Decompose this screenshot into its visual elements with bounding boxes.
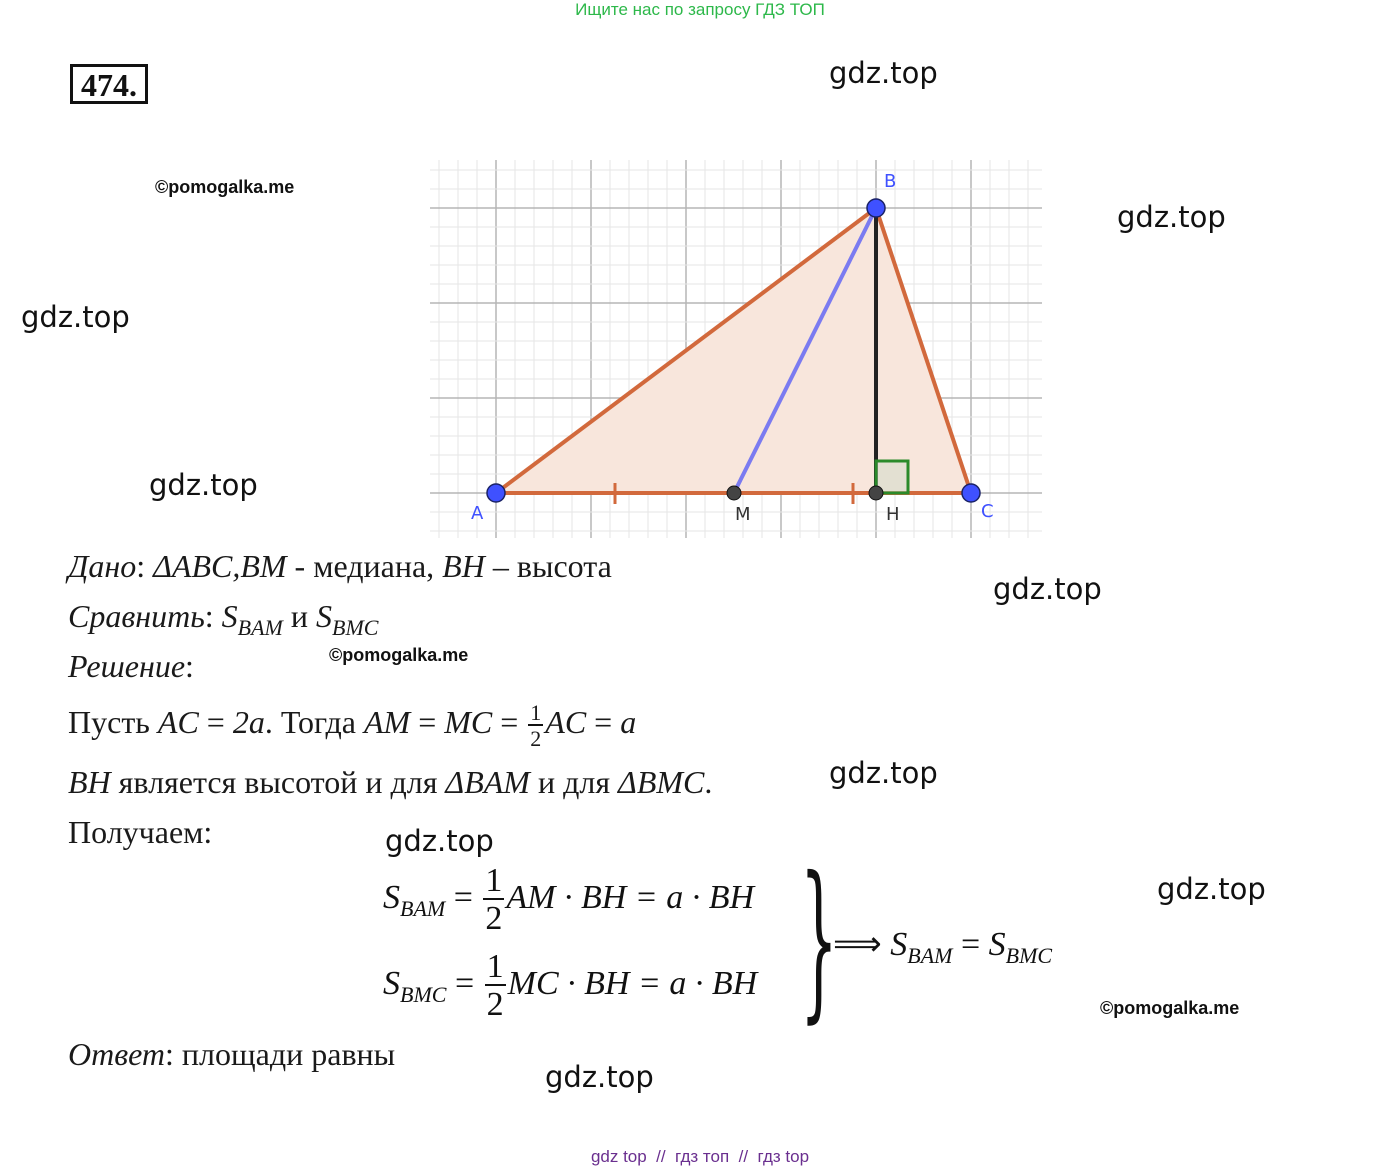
and-text: и xyxy=(282,598,316,634)
fraction-half xyxy=(483,864,504,936)
s-symbol: S xyxy=(221,598,238,634)
label-c: C xyxy=(981,501,994,522)
denominator: 2 xyxy=(485,900,503,937)
top-banner[interactable]: Ищите нас по запросу ГДЗ ТОП xyxy=(575,0,825,19)
point-h xyxy=(869,486,883,500)
colon: : xyxy=(165,1036,182,1072)
equals: = xyxy=(952,926,989,963)
bh-symbol: BH xyxy=(442,548,485,584)
mc-symbol: MC xyxy=(444,704,493,740)
compare-label: Сравнить xyxy=(68,598,205,634)
am-symbol: AM xyxy=(363,704,411,740)
watermark-gdz: gdz.top xyxy=(829,56,938,90)
answer-text: площади равны xyxy=(181,1036,396,1072)
watermark-gdz: gdz.top xyxy=(1117,200,1226,234)
height-line xyxy=(68,764,712,801)
right-brace: } xyxy=(800,841,838,1039)
and-text: и для xyxy=(529,764,619,800)
answer-label: Ответ xyxy=(68,1036,165,1072)
s-symbol: S xyxy=(383,878,400,916)
watermark-gdz: gdz.top xyxy=(21,300,130,334)
equals: = xyxy=(586,704,621,740)
solution-label: Решение xyxy=(68,648,186,684)
formula-row-2 xyxy=(383,950,757,1022)
triangle-figure xyxy=(430,160,1042,538)
sub-bmc: BMC xyxy=(332,615,379,640)
ac-symbol: AC xyxy=(545,704,587,740)
sub-bam: BAM xyxy=(237,615,283,640)
triangle-abc: ΔABC, xyxy=(153,548,241,584)
watermark-pomogalka: ©pomogalka.me xyxy=(155,177,295,197)
s-symbol: S xyxy=(988,926,1006,963)
solution-line xyxy=(68,648,194,685)
fraction-half xyxy=(528,699,543,751)
watermark-pomogalka: ©pomogalka.me xyxy=(1100,998,1240,1018)
equals: = xyxy=(446,964,483,1002)
numerator: 1 xyxy=(530,699,542,725)
watermark-gdz: gdz.top xyxy=(1157,872,1266,906)
watermark-gdz: gdz.top xyxy=(149,468,258,502)
height-text: является высотой и для xyxy=(110,764,446,800)
formula-row-1 xyxy=(383,864,754,936)
formula-conclusion xyxy=(833,924,1052,969)
label-m: M xyxy=(735,504,751,525)
height-text: – высота xyxy=(484,548,612,584)
then-text: . Тогда xyxy=(264,704,364,740)
task-number: 474. xyxy=(70,64,148,104)
bh-symbol: BH xyxy=(68,764,111,800)
colon: : xyxy=(204,598,222,634)
triangle-bmc: ΔBMC xyxy=(618,764,705,800)
colon: : xyxy=(136,548,146,584)
watermark-gdz: gdz.top xyxy=(545,1060,654,1094)
row-expression: MC · BH = a · BH xyxy=(507,964,758,1002)
equals: = xyxy=(492,704,527,740)
median-text: - медиана, xyxy=(286,548,443,584)
obtain-line: Получаем: xyxy=(68,814,213,850)
denominator: 2 xyxy=(530,725,542,751)
denominator: 2 xyxy=(486,986,504,1023)
given-label: Дано xyxy=(68,548,137,584)
s-symbol: S xyxy=(890,926,908,963)
point-b xyxy=(867,199,885,217)
let-line xyxy=(68,694,636,750)
fraction-half xyxy=(485,950,506,1022)
let-text: Пусть xyxy=(68,704,158,740)
row-expression: AM · BH = a · BH xyxy=(506,878,755,916)
watermark-gdz: gdz.top xyxy=(993,572,1102,606)
numerator: 1 xyxy=(485,862,503,899)
equals: = xyxy=(410,704,445,740)
period: . xyxy=(704,764,713,800)
triangle-bam: ΔBAM xyxy=(445,764,530,800)
point-a xyxy=(487,484,505,502)
equals: = xyxy=(198,704,233,740)
sub-bmc: BMC xyxy=(400,981,447,1007)
label-a: A xyxy=(471,503,484,524)
colon: : xyxy=(185,648,194,684)
triangle-fill xyxy=(496,208,971,493)
watermark-gdz: gdz.top xyxy=(385,824,494,858)
footer-links[interactable]: gdz top // гдз топ // гдз top xyxy=(590,1147,810,1166)
equals: = xyxy=(445,878,482,916)
sub-bam: BAM xyxy=(400,895,446,921)
numerator: 1 xyxy=(486,948,504,985)
point-c xyxy=(962,484,980,502)
watermark-pomogalka: ©pomogalka.me xyxy=(329,645,469,665)
watermark-gdz: gdz.top xyxy=(829,756,938,790)
bm-symbol: BM xyxy=(240,548,287,584)
s-symbol: S xyxy=(383,964,400,1002)
ac-symbol: AC xyxy=(157,704,199,740)
a-symbol: a xyxy=(620,704,637,740)
compare-line xyxy=(68,598,378,641)
s-symbol: S xyxy=(316,598,332,634)
answer-line xyxy=(68,1036,395,1073)
label-h: H xyxy=(886,504,900,525)
sub-bmc: BMC xyxy=(1005,943,1053,968)
two-a: 2a xyxy=(232,704,265,740)
point-m xyxy=(727,486,741,500)
sub-bam: BAM xyxy=(907,943,953,968)
label-b: B xyxy=(884,171,897,192)
given-line xyxy=(68,548,612,585)
implies-arrow: ⟹ xyxy=(833,926,891,963)
